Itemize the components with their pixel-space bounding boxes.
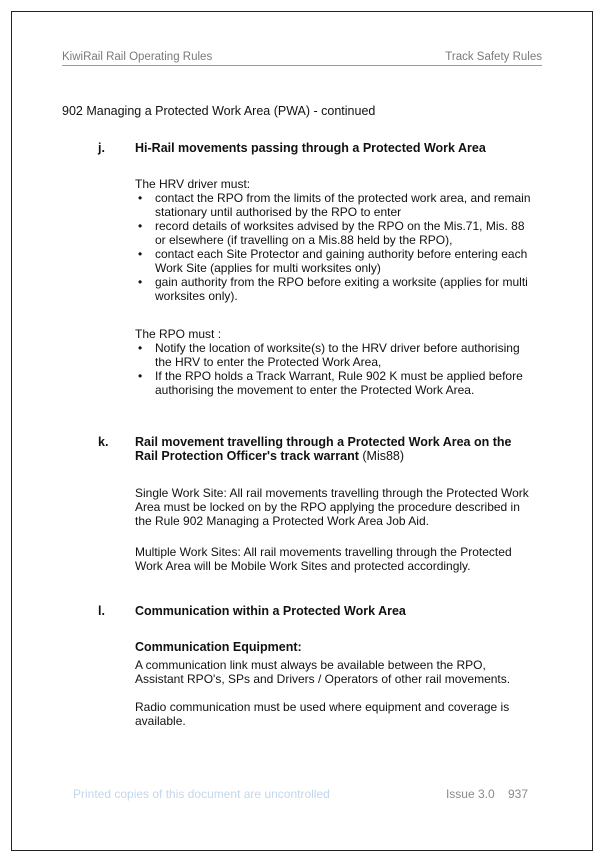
paragraph-text: Radio communication must be used where equipment and coverage is available. [135, 700, 510, 728]
communication-equipment-block [135, 640, 535, 728]
bullet-icon: • [138, 369, 143, 383]
rpo-block [135, 327, 535, 397]
footer-uncontrolled-notice: Printed copies of this document are uncontrolled [73, 787, 330, 801]
rpo-intro: The RPO must : [135, 327, 222, 341]
paragraph-text: Single Work Site: All rail movements travelling through the Protected Work Area must be locked on by the RPO applying the procedure described in the Rule 902 Managing a Protected Work Area Job Aid. [135, 486, 529, 528]
heading-bold-text: Rail movement travelling through a Protected Work Area on the Rail Protection Officer's track warrant [135, 435, 512, 463]
list-item-text: record details of worksites advised by the RPO on the Mis.71, Mis. 88 or elsewhere (if travelling on a Mis.88 held by the RPO), [155, 219, 525, 247]
item-label-l: l. [98, 604, 105, 618]
single-work-site-paragraph [135, 486, 535, 528]
multiple-work-sites-paragraph [135, 545, 535, 573]
paragraph-text: Multiple Work Sites: All rail movements travelling through the Protected Work Area will be Mobile Work Sites and protected accordingly. [135, 545, 512, 573]
rpo-bullets [135, 341, 535, 397]
hrv-driver-intro: The HRV driver must: [135, 177, 251, 191]
bullet-icon: • [138, 219, 143, 233]
list-item-text: Notify the location of worksite(s) to the HRV driver before authorising the HRV to enter the Protected Work Area, [155, 341, 520, 369]
heading-rail-movement-through-pwa [135, 435, 535, 463]
bullet-icon: • [138, 247, 143, 261]
list-item [135, 369, 535, 397]
paragraph-text: A communication link must always be available between the RPO, Assistant RPO's, SPs and Drivers / Operators of other rail movements. [135, 658, 511, 686]
list-item-text: contact the RPO from the limits of the protected work area, and remain stationary until authorised by the RPO to enter [155, 191, 531, 219]
hrv-driver-bullets [135, 191, 535, 303]
heading-hi-rail-movements: Hi-Rail movements passing through a Protected Work Area [135, 141, 486, 155]
bullet-icon: • [138, 191, 143, 205]
list-item-text: If the RPO holds a Track Warrant, Rule 902 K must be applied before authorising the movement to enter the Protected Work Area. [155, 369, 523, 397]
section-title: 902 Managing a Protected Work Area (PWA) - continued [62, 104, 376, 118]
header-section-name: Track Safety Rules [445, 51, 542, 63]
subheading-communication-equipment: Communication Equipment: [135, 640, 302, 654]
list-item [135, 275, 535, 303]
item-label-j: j. [98, 141, 105, 155]
list-item [135, 191, 535, 219]
list-item [135, 219, 535, 247]
list-item-text: gain authority from the RPO before exiting a worksite (applies for multi worksites only). [155, 275, 528, 303]
footer-issue-page: Issue 3.0 937 [445, 787, 528, 801]
list-item-text: contact each Site Protector and gaining authority before entering each Work Site (applies for multi worksites only) [155, 247, 528, 275]
bullet-icon: • [138, 341, 143, 355]
list-item [135, 341, 535, 369]
hrv-driver-block [135, 177, 535, 303]
heading-communication-within-pwa: Communication within a Protected Work Area [135, 604, 406, 618]
heading-form-reference: (Mis88) [358, 449, 405, 463]
list-item [135, 247, 535, 275]
bullet-icon: • [138, 275, 143, 289]
header-divider [62, 65, 542, 66]
item-label-k: k. [98, 435, 109, 449]
header-document-title: KiwiRail Rail Operating Rules [62, 51, 213, 63]
